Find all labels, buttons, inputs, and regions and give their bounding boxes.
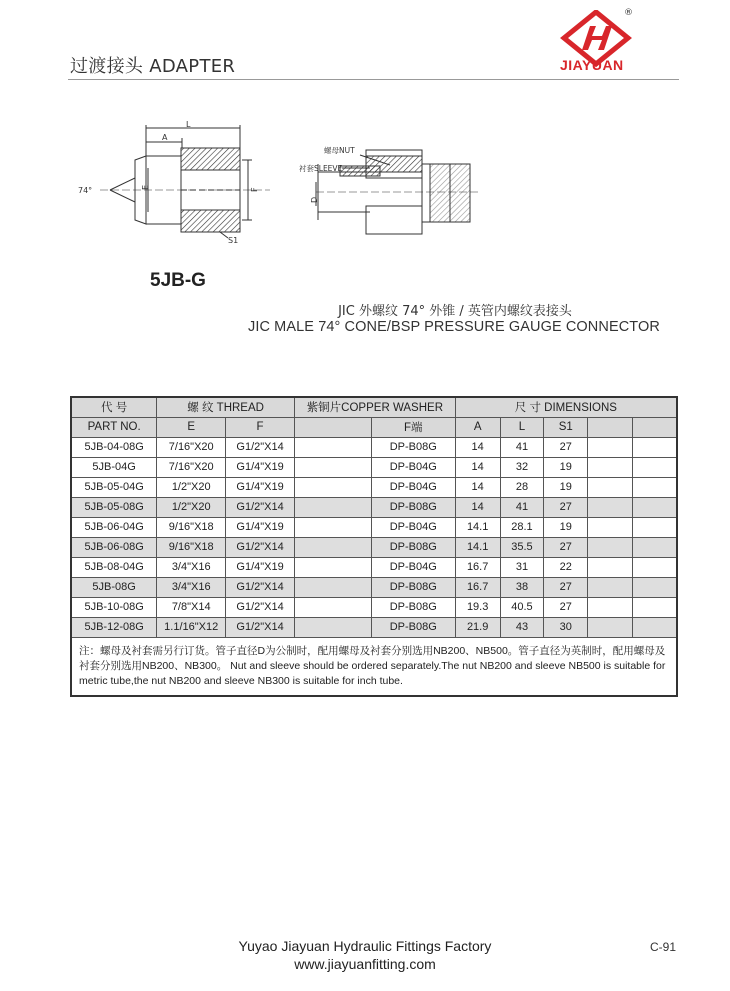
cell-a: 14 [455,477,500,497]
table-note: 注：螺母及衬套需另行订货。管子直径D为公制时，配用螺母及衬套分别选用NB200、NB500。管子直径为英制时，配用螺母及衬套分别选用NB200、NB300。 Nut and sleeve should be ordered separately.The nut NB200 and sleeve NB500 is suitable for metric tube,the nut NB200 and sleeve NB300 is suitable for inch tube. [71,637,677,696]
cell-blank [294,597,371,617]
cell-s1: 19 [544,477,588,497]
header-l: L [500,417,544,437]
brand-name: JIAYUAN [560,57,624,73]
description-english: JIC MALE 74° CONE/BSP PRESSURE GAUGE CONNECTOR [248,319,660,335]
header-f-end: F端 [371,417,455,437]
cell-l: 31 [500,557,544,577]
cell-part: 5JB-04-08G [71,437,157,457]
cell-blank [588,617,633,637]
cell-part: 5JB-08-04G [71,557,157,577]
cell-blank [588,577,633,597]
cell-blank [632,437,677,457]
table-row [71,617,677,637]
cell-blank [588,557,633,577]
cell-l: 35.5 [500,537,544,557]
header-part-no: PART NO. [71,417,157,437]
cell-washer: DP-B04G [371,517,455,537]
header-blank [294,417,371,437]
cell-part: 5JB-06-08G [71,537,157,557]
description-chinese: JIC 外螺纹 74° 外锥 / 英管内螺纹表接头 [338,304,572,319]
cell-blank [294,477,371,497]
cell-f: G1/4"X19 [226,457,295,477]
cell-washer: DP-B04G [371,457,455,477]
cell-blank [294,617,371,637]
assembly-view [316,150,480,234]
cell-s1: 27 [544,537,588,557]
page-title: 过渡接头 ADAPTER [70,56,236,77]
cell-l: 41 [500,497,544,517]
cell-l: 40.5 [500,597,544,617]
page-number: C-91 [650,940,677,954]
cell-e: 3/4"X16 [157,577,226,597]
cell-f: G1/4"X19 [226,477,295,497]
table-row [71,497,677,517]
cell-l: 43 [500,617,544,637]
cell-part: 5JB-06-04G [71,517,157,537]
cell-blank [588,537,633,557]
cell-blank [632,477,677,497]
cell-blank [632,597,677,617]
table-row [71,597,677,617]
cell-blank [588,437,633,457]
cell-part: 5JB-05-04G [71,477,157,497]
label-F: F [250,187,259,192]
cell-blank [632,557,677,577]
technical-drawing [70,120,490,255]
footer-url: www.jiayuanfitting.com [294,956,436,972]
cell-l: 41 [500,437,544,457]
cell-blank [294,457,371,477]
cell-s1: 22 [544,557,588,577]
cell-washer: DP-B04G [371,557,455,577]
cell-blank [632,457,677,477]
cell-washer: DP-B08G [371,577,455,597]
cell-s1: 27 [544,597,588,617]
cell-blank [294,557,371,577]
table-row [71,537,677,557]
cell-f: G1/4"X19 [226,517,295,537]
cell-a: 16.7 [455,557,500,577]
cell-f: G1/4"X19 [226,557,295,577]
table-row [71,457,677,477]
cell-l: 28.1 [500,517,544,537]
cell-blank [294,537,371,557]
header-dimensions: 尺 寸 DIMENSIONS [455,397,677,417]
cell-a: 14 [455,457,500,477]
cell-part: 5JB-08G [71,577,157,597]
cell-blank [588,477,633,497]
cell-blank [588,497,633,517]
header-a: A [455,417,500,437]
cell-a: 19.3 [455,597,500,617]
cell-e: 7/16"X20 [157,457,226,477]
cell-l: 32 [500,457,544,477]
label-D: D [310,196,319,203]
cell-e: 9/16"X18 [157,517,226,537]
header-divider [68,79,679,80]
table-row [71,577,677,597]
cell-e: 1.1/16"X12 [157,617,226,637]
header-blank [632,417,677,437]
table-row [71,477,677,497]
cell-washer: DP-B08G [371,597,455,617]
cell-s1: 30 [544,617,588,637]
cell-washer: DP-B04G [371,477,455,497]
cell-e: 1/2"X20 [157,477,226,497]
cell-a: 14.1 [455,517,500,537]
cell-e: 7/16"X20 [157,437,226,457]
header-s1: S1 [544,417,588,437]
footer-company: Yuyao Jiayuan Hydraulic Fittings Factory [238,938,492,954]
cell-blank [588,457,633,477]
label-L: L [186,120,191,129]
table-note-row [71,637,677,696]
cell-blank [632,617,677,637]
cell-a: 14 [455,497,500,517]
header-code: 代 号 [71,397,157,417]
cell-a: 16.7 [455,577,500,597]
label-S1: S1 [228,236,239,245]
cell-l: 28 [500,477,544,497]
cell-blank [632,577,677,597]
cell-blank [632,537,677,557]
cell-blank [632,517,677,537]
label-A: A [162,133,168,142]
cell-part: 5JB-12-08G [71,617,157,637]
cell-washer: DP-B08G [371,497,455,517]
cell-blank [294,497,371,517]
table-row [71,437,677,457]
cell-f: G1/2"X14 [226,537,295,557]
registered-mark: ® [624,8,633,18]
cell-part: 5JB-10-08G [71,597,157,617]
label-angle: 74° [78,186,93,195]
table-row [71,517,677,537]
sleeve-label: 衬套SLEEVE [299,164,343,173]
model-number: 5JB-G [150,270,206,291]
header-washer: 紫铜片COPPER WASHER [294,397,455,417]
header-f: F [226,417,295,437]
cell-f: G1/2"X14 [226,617,295,637]
cell-f: G1/2"X14 [226,577,295,597]
cell-s1: 27 [544,497,588,517]
cell-e: 1/2"X20 [157,497,226,517]
cell-s1: 27 [544,577,588,597]
cell-f: G1/2"X14 [226,597,295,617]
cell-s1: 19 [544,517,588,537]
cell-a: 14 [455,437,500,457]
cell-s1: 19 [544,457,588,477]
cell-a: 21.9 [455,617,500,637]
cell-e: 3/4"X16 [157,557,226,577]
header-blank [588,417,633,437]
cell-blank [294,517,371,537]
cell-f: G1/2"X14 [226,437,295,457]
cell-blank [294,437,371,457]
cell-part: 5JB-05-08G [71,497,157,517]
nut-label: 螺母NUT [324,146,355,155]
cell-l: 38 [500,577,544,597]
table-sub-header-row [71,417,677,437]
table-group-header-row [71,397,677,417]
table-row [71,557,677,577]
cell-blank [632,497,677,517]
cell-blank [588,517,633,537]
spec-table [70,396,678,697]
cell-washer: DP-B08G [371,617,455,637]
cell-washer: DP-B08G [371,437,455,457]
cell-blank [294,577,371,597]
header-thread: 螺 纹 THREAD [157,397,295,417]
cell-e: 9/16"X18 [157,537,226,557]
cell-e: 7/8"X14 [157,597,226,617]
cell-part: 5JB-04G [71,457,157,477]
label-E: E [141,184,150,190]
header-e: E [157,417,226,437]
cell-s1: 27 [544,437,588,457]
fitting-section-view [100,125,270,238]
cell-a: 14.1 [455,537,500,557]
cell-washer: DP-B08G [371,537,455,557]
cell-f: G1/2"X14 [226,497,295,517]
cell-blank [588,597,633,617]
